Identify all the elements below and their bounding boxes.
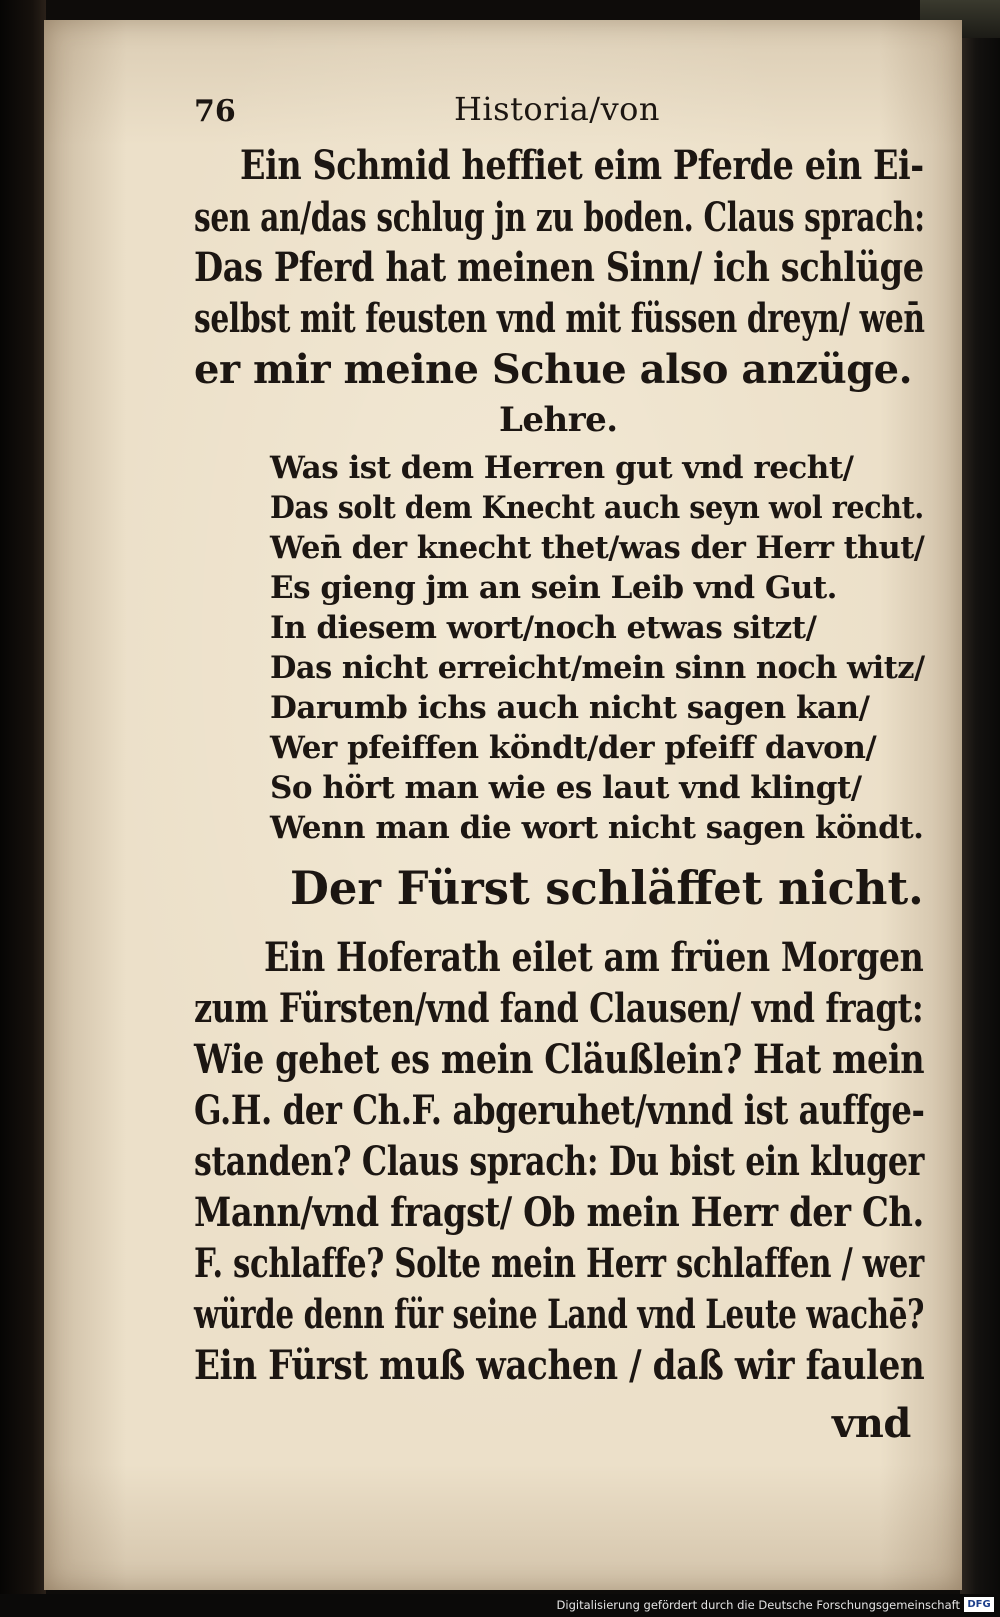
section-heading: Der Fürst schläffet nicht. [290, 861, 924, 915]
verse-line: Darumb ichs auch nicht sagen kan/ [270, 690, 870, 726]
verse-line: So hört man wie es laut vnd klingt/ [270, 770, 862, 806]
verse-line: Es gieng jm an sein Leib vnd Gut. [270, 570, 837, 606]
section-line: Wie gehet es mein Cläußlein? Hat mein [194, 1036, 925, 1083]
book-page [44, 20, 962, 1590]
body-line: er mir meine Schue also anzüge. [194, 346, 913, 393]
page-header [194, 90, 934, 140]
body-line: selbst mit feusten vnd mit füssen dreyn/ wen̄ [194, 295, 925, 342]
body-line: sen an/das schlug jn zu boden. Claus sprach: [194, 194, 925, 241]
page-number: 76 [194, 94, 236, 129]
section-line: standen? Claus sprach: Du bist ein kluger [194, 1138, 924, 1185]
section-line: F. schlaffe? Solte mein Herr schlaffen / wer [194, 1240, 924, 1287]
catchword: vnd [832, 1400, 911, 1447]
body-line: Das Pferd hat meinen Sinn/ ich schlüge [194, 244, 924, 291]
verse-line: Das solt dem Knecht auch seyn wol recht. [270, 490, 924, 526]
book-binding-left [0, 0, 46, 1617]
section-line: Ein Fürst muß wachen / daß wir faulen [194, 1342, 925, 1389]
section-line: G.H. der Ch.F. abgeruhet/vnnd ist auffge- [194, 1087, 925, 1134]
verse-line: Wer pfeiffen köndt/der pfeiff davon/ [270, 730, 877, 766]
dfg-logo: DFG [964, 1597, 994, 1612]
verse-line: In diesem wort/noch etwas sitzt/ [270, 610, 817, 646]
verse-line: Das nicht erreicht/mein sinn noch witz/ [270, 650, 925, 686]
running-title: Historia/von [454, 90, 661, 128]
verse-line: Wenn man die wort nicht sagen köndt. [270, 810, 924, 846]
funding-credit: Digitalisierung gefördert durch die Deutsche Forschungsgemeinschaft [556, 1598, 960, 1612]
section-line: Mann/vnd fragst/ Ob mein Herr der Ch. [194, 1189, 924, 1236]
digitization-footer [0, 1594, 1000, 1617]
lehre-heading: Lehre. [499, 400, 618, 440]
book-binding-right [960, 0, 1000, 1617]
section-line: Ein Hoferath eilet am früen Morgen [264, 934, 924, 981]
section-line: zum Fürsten/vnd fand Clausen/ vnd fragt: [194, 985, 924, 1032]
body-line: Ein Schmid heffiet eim Pferde ein Ei- [240, 142, 924, 189]
verse-line: Was ist dem Herren gut vnd recht/ [270, 450, 854, 486]
verse-line: Wen̄ der knecht thet/was der Herr thut/ [270, 530, 925, 566]
section-line: würde denn für seine Land vnd Leute wachē? [194, 1291, 924, 1338]
